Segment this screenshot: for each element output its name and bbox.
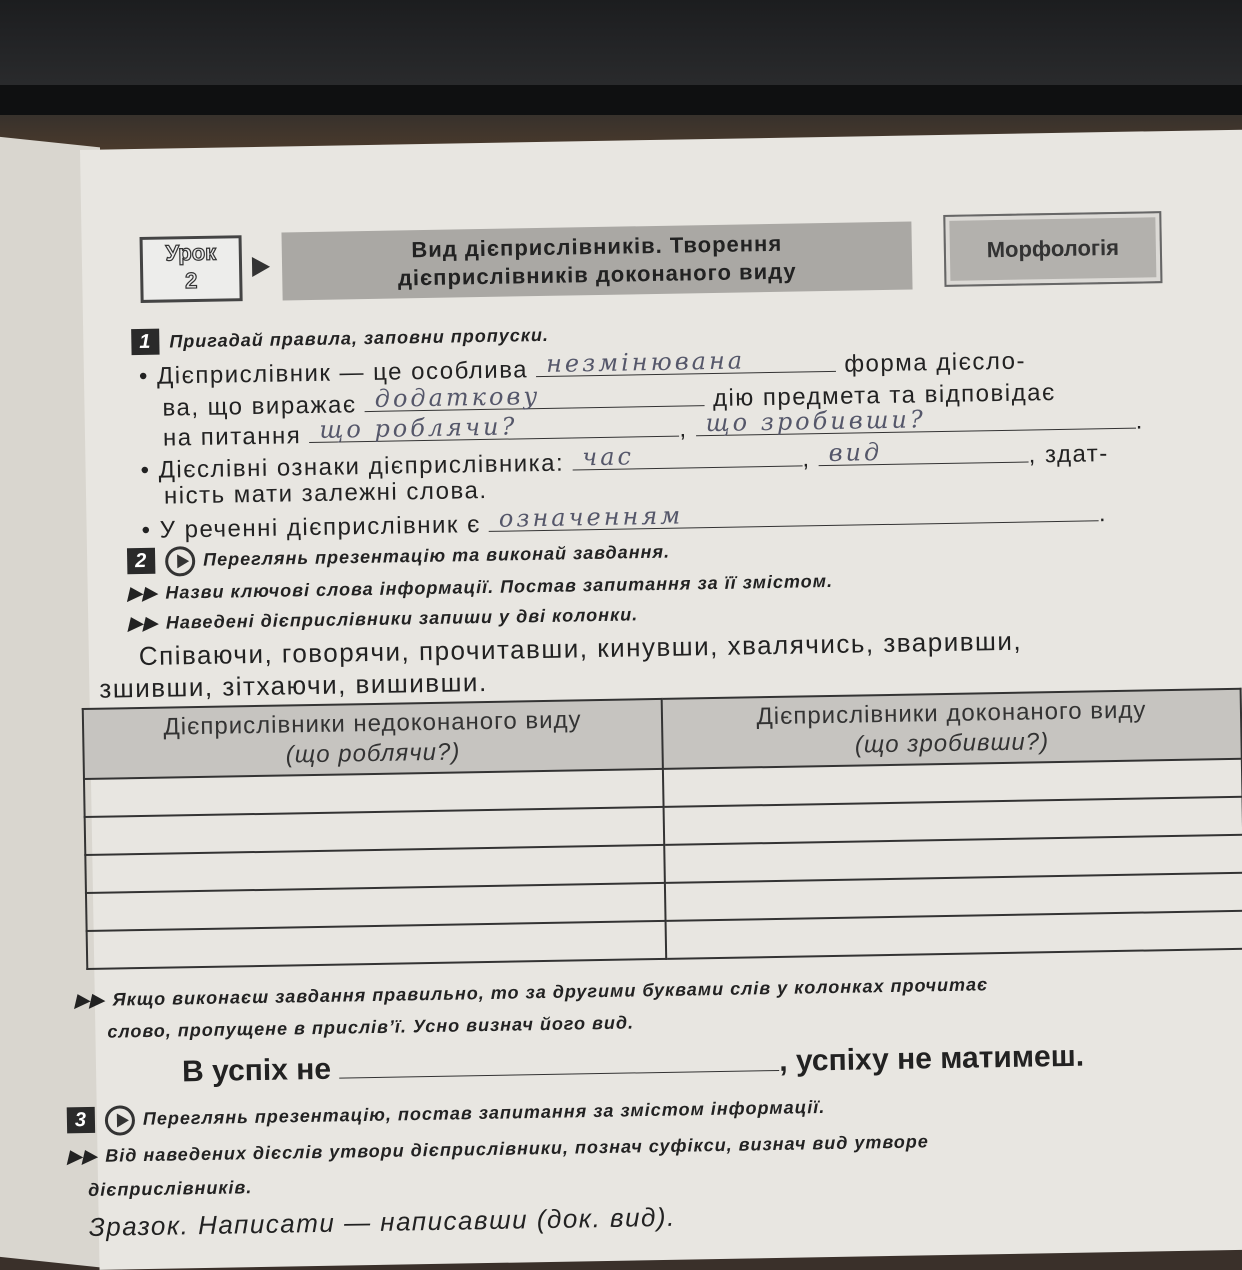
word-list-line2: зшивши, зітхаючи, вишивши. — [99, 666, 488, 704]
task-number: 3 — [67, 1107, 95, 1133]
column-header-perfective — [662, 689, 1242, 769]
desk-edge — [0, 85, 1242, 115]
answer-table — [82, 688, 1242, 970]
text: , здат- — [1028, 440, 1109, 469]
task3-sub1-line2: дієприслівників. — [87, 1177, 253, 1201]
blank-field[interactable] — [365, 381, 705, 412]
handwritten-answer: що роблячи? — [319, 412, 518, 444]
text: форма дієсло- — [844, 347, 1027, 378]
section-label: Морфологія — [943, 211, 1162, 287]
task1-instruction: Пригадай правила, заповни пропуски. — [169, 324, 550, 352]
task2-sub2 — [128, 604, 638, 634]
text: В успіх не — [181, 1052, 332, 1089]
title-line-2: дієприслівників доконаного виду — [397, 258, 797, 291]
handwritten-answer: вид — [828, 438, 883, 467]
task2-instruction: Переглянь презентацію та виконай завдання. — [202, 541, 671, 570]
task1-bullet1-line3: на питання що роблячи? , що зробивши? . — [162, 405, 1145, 452]
blank-field[interactable] — [818, 437, 1028, 466]
task1-heading — [131, 322, 549, 355]
desk-background — [0, 0, 1242, 150]
arrow-icon — [252, 257, 270, 277]
task1-bullet2-line1: • Дієслівні ознаки дієприслівника: час , вид , здат- — [140, 438, 1109, 484]
task3-instruction: Переглянь презентацію, постав запитання за змістом інформації. — [142, 1096, 826, 1129]
handwritten-answer: додаткову — [374, 382, 541, 413]
text: Якщо виконаєш завдання правильно, то за другими буквами слів у колонках прочитає — [112, 974, 989, 1010]
play-icon[interactable] — [165, 546, 196, 577]
proverb — [182, 1037, 1085, 1090]
text: Дієприслівники доконаного виду — [756, 696, 1147, 731]
task1-bullet2-line2: ність мати залежні слова. — [163, 476, 488, 510]
text: Дієслівні ознаки дієприслівника: — [158, 449, 565, 484]
text: Назви ключові слова інформації. Постав запитання за її змістом. — [165, 570, 834, 603]
handwritten-answer: незмінювана — [545, 346, 746, 378]
task-number: 1 — [131, 329, 159, 355]
lesson-badge — [140, 235, 243, 303]
double-arrow-icon: ▶▶ — [74, 989, 105, 1011]
text: на питання — [162, 422, 302, 452]
text: У реченні дієприслівник є — [159, 511, 482, 544]
blank-field[interactable] — [489, 496, 1099, 532]
text: Дієприслівник — це особлива — [156, 356, 529, 390]
task3-example: Зразок. Написати — написавши (док. вид). — [88, 1201, 677, 1243]
task2-sub1 — [128, 571, 834, 604]
task2-sub3-line2: слово, пропущене в прислів’ї. Усно визнач його вид. — [107, 1012, 635, 1042]
double-arrow-icon: ▶▶ — [67, 1145, 98, 1167]
task3-sub1-line1 — [67, 1131, 929, 1167]
task2-sub3-line1 — [75, 974, 989, 1011]
title-line-1: Вид дієприслівників. Творення — [411, 230, 783, 263]
double-arrow-icon: ▶▶ — [128, 612, 159, 634]
task3-heading — [67, 1093, 826, 1136]
double-arrow-icon: ▶▶ — [127, 582, 158, 604]
text: (що зробивши?) — [854, 728, 1050, 759]
blank-field[interactable] — [572, 441, 802, 470]
column-header-imperfective — [83, 699, 663, 779]
task1-bullet1-line1: • Дієприслівник — це особлива незмінювана форма дієсло- — [138, 346, 1027, 391]
text: Наведені дієприслівники запиши у дві колонки. — [165, 604, 639, 633]
text: , успіху не матимеш. — [778, 1039, 1085, 1078]
proverb-blank[interactable] — [339, 1042, 779, 1079]
blank-field[interactable] — [309, 412, 679, 443]
lesson-label: Урок — [165, 239, 217, 266]
text: дію предмета та відповідає — [712, 379, 1056, 412]
task-number: 2 — [127, 548, 155, 574]
task1-bullet3: • У реченні дієприслівник є означенням . — [141, 496, 1107, 545]
lesson-title — [281, 222, 912, 301]
handwritten-answer: означенням — [498, 501, 684, 533]
workbook-page — [67, 129, 1242, 1270]
text: Дієприслівники недоконаного виду — [163, 706, 582, 741]
text: ва, що виражає — [162, 391, 357, 422]
blank-field[interactable] — [695, 404, 1135, 437]
lesson-number: 2 — [184, 267, 198, 294]
handwritten-answer: час — [582, 442, 635, 472]
text: (що роблячи?) — [285, 738, 461, 769]
play-icon[interactable] — [105, 1105, 136, 1136]
text: Від наведених дієслів утвори дієприслівники, познач суфікси, визнач вид утворе — [105, 1131, 929, 1166]
handwritten-answer: що зробивши? — [705, 405, 926, 438]
blank-field[interactable] — [536, 347, 836, 377]
word-list-line1: Співаючи, говорячи, прочитавши, кинувши, хвалячись, зваривши, — [138, 625, 1023, 672]
